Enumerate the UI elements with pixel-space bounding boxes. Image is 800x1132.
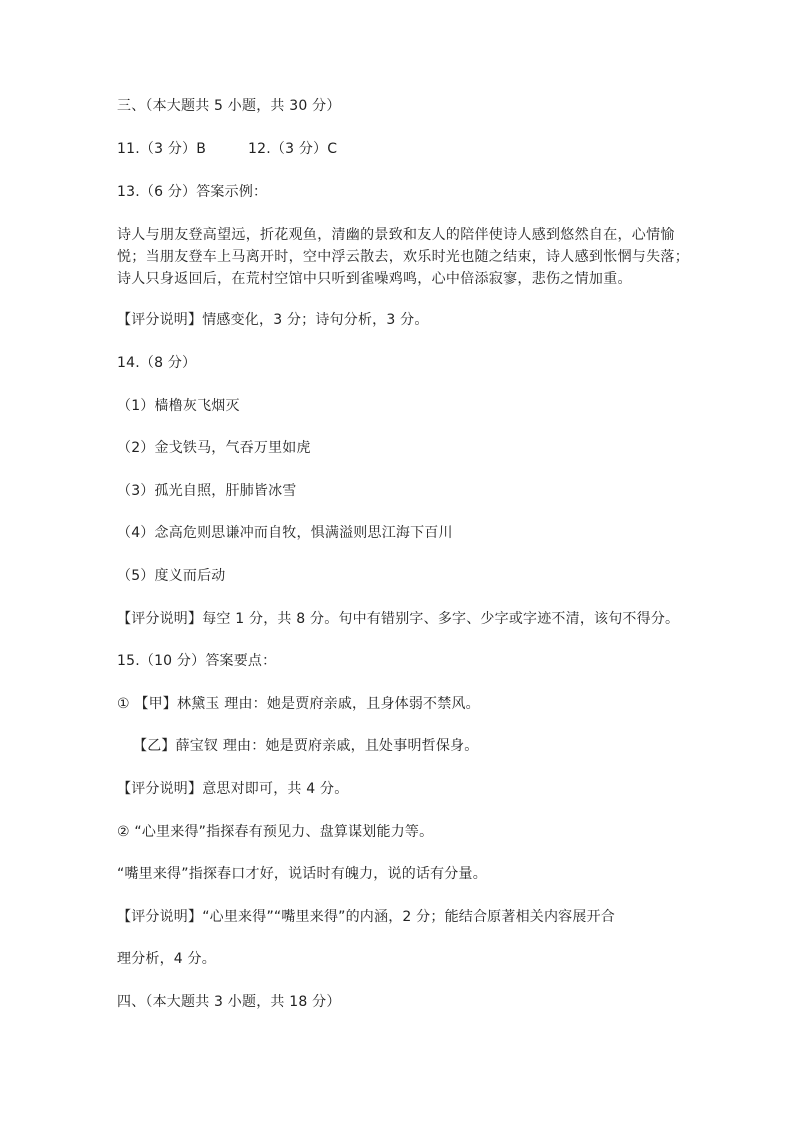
question-14-item-3: （3）孤光自照，肝肺皆冰雪 — [117, 483, 297, 499]
question-15-part-1-yi: 【乙】薛宝钗 理由：她是贾府亲戚，且处事明哲保身。 — [133, 738, 479, 754]
section-three-heading: 三、（本大题共 5 小题，共 30 分） — [117, 98, 341, 114]
question-13-heading: 13.（6 分）答案示例： — [117, 184, 268, 200]
question-14-item-1: （1）樯橹灰飞烟灭 — [117, 398, 240, 414]
question-14-heading: 14.（8 分） — [117, 355, 197, 371]
question-15-scoring-note-1: 【评分说明】意思对即可，共 4 分。 — [117, 781, 349, 797]
question-11-answer: 11.（3 分）B — [117, 141, 207, 157]
question-13-scoring-note: 【评分说明】情感变化，3 分；诗句分析，3 分。 — [117, 312, 429, 328]
question-15-heading: 15.（10 分）答案要点： — [117, 653, 277, 669]
question-15-part-2-mouth: “嘴里来得”指探春口才好，说话时有魄力，说的话有分量。 — [117, 866, 487, 882]
question-15-part-1-jia: ① 【甲】林黛玉 理由：她是贾府亲戚，且身体弱不禁风。 — [117, 696, 480, 712]
question-14-scoring-note: 【评分说明】每空 1 分，共 8 分。句中有错别字、多字、少字或字迹不清，该句不得分。 — [117, 611, 680, 627]
question-11-12-row — [117, 139, 337, 159]
question-15-scoring-note-2: 【评分说明】“心里来得”“嘴里来得”的内涵，2 分；能结合原著相关内容展开合 — [117, 909, 615, 925]
question-14-item-5: （5）度义而后动 — [117, 568, 226, 584]
section-four-heading: 四、（本大题共 3 小题，共 18 分） — [117, 994, 341, 1010]
question-12-answer: 12.（3 分）C — [248, 141, 338, 157]
question-14-item-4: （4）念高危则思谦冲而自牧，惧满溢则思江海下百川 — [117, 525, 453, 541]
question-15-scoring-note-2-continued: 理分析，4 分。 — [117, 951, 216, 967]
question-15-part-2-heart: ② “心里来得”指探春有预见力、盘算谋划能力等。 — [117, 824, 434, 840]
question-14-item-2: （2）金戈铁马，气吞万里如虎 — [117, 440, 311, 456]
question-13-answer: 诗人与朋友登高望远，折花观鱼，清幽的景致和友人的陪伴使诗人感到悠然自在，心情愉悦；当朋友登车上马离开时，空中浮云散去，欢乐时光也随之结束，诗人感到怅惘与失落；诗人只身返回后，在荒村空馆中只听到雀噪鸡鸣，心中倍添寂寥，悲伤之情加重。 — [117, 227, 689, 287]
